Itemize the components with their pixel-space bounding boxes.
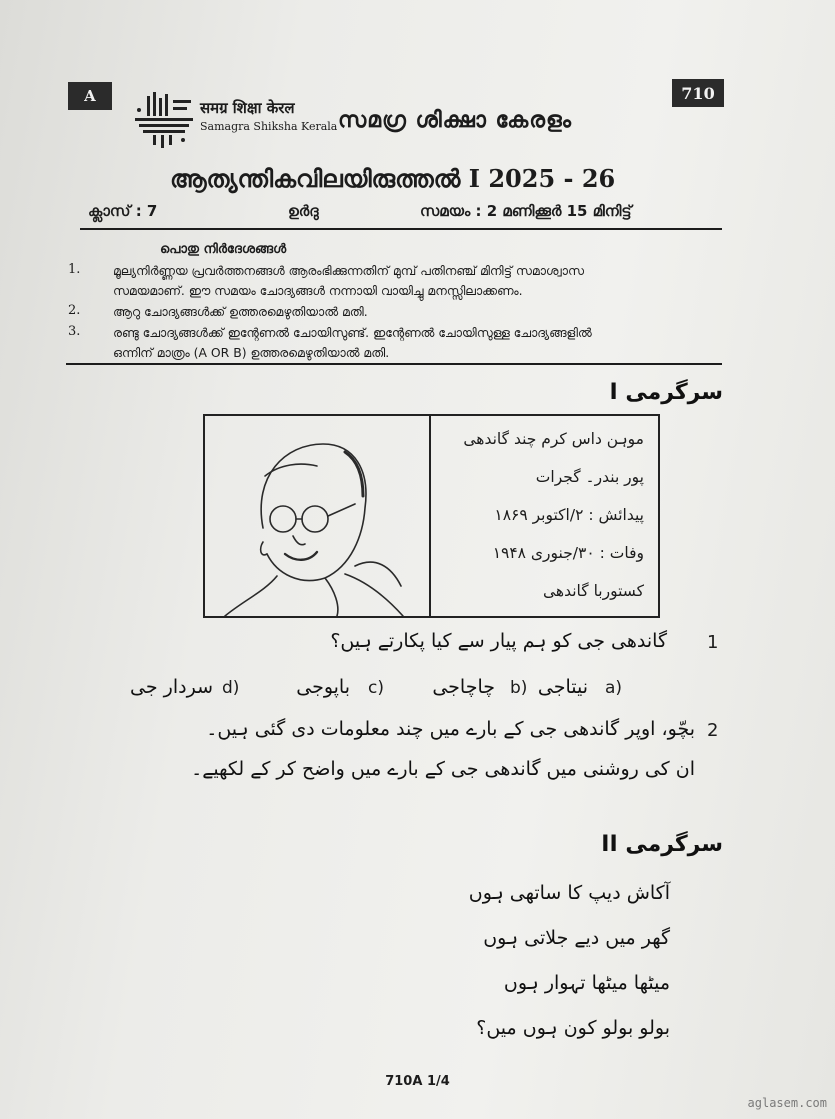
question-2-line-2: ان کی روشنی میں گاندھی جی کے بارے میں واضح کر کے لکھیے۔ <box>191 758 695 780</box>
instruction-line: ഒന്നിന് മാത്രം (A OR B) ഉത്തരമെഴുതിയാൽ മതി. <box>113 345 390 360</box>
question-1-number: 1 <box>707 632 719 653</box>
poem-line: گھر میں دیے جلاتی ہوں <box>483 927 670 949</box>
instruction-item <box>113 302 728 322</box>
samagra-logo-icon <box>133 90 195 148</box>
question-1-text: گاندھی جی کو ہم پیار سے کیا پکارتے ہیں؟ <box>330 630 667 652</box>
logo-hindi-text: समग्र शिक्षा केरल <box>200 99 295 117</box>
gandhi-info-text <box>431 416 658 616</box>
option-b-letter: b) <box>510 678 528 698</box>
instruction-line: സമയമാണ്. ഈ സമയം ചോദ്യങ്ങൾ നന്നായി വായിച്ചു മനസ്സിലാക്കണം. <box>113 283 523 298</box>
option-a-text: نیتاجی <box>537 676 588 698</box>
exam-title <box>170 164 615 193</box>
series-tag: A <box>68 82 112 110</box>
subject-label: ഉർദു <box>288 202 319 220</box>
bio-place: پور بندر۔ گجرات <box>535 468 644 486</box>
instructions-divider <box>66 363 722 365</box>
header-divider <box>80 228 722 230</box>
activity-1-heading: سرگرمی I <box>609 380 723 405</box>
option-a-letter: a) <box>605 678 623 698</box>
gandhi-portrait <box>205 416 431 616</box>
gandhi-info-card <box>203 414 660 618</box>
class-label: ക്ലാസ് : 7 <box>88 202 158 220</box>
instruction-item <box>113 261 728 301</box>
paper-code-tag: 710 <box>672 79 724 107</box>
instruction-number: 3. <box>68 324 81 339</box>
logo-english-text: Samagra Shiksha Kerala <box>200 120 338 133</box>
instruction-number: 1. <box>68 262 81 277</box>
instruction-item <box>113 323 728 363</box>
exam-title-text: ആത്യന്തികവിലയിരുത്തൽ <box>170 165 461 193</box>
activity-2-heading: سرگرمی II <box>601 832 723 857</box>
watermark: aglasem.com <box>747 1096 827 1110</box>
page-footer: 710A 1/4 <box>385 1074 450 1089</box>
organization-title: സമഗ്ര ശിക്ഷാ കേരളം <box>338 108 572 133</box>
bio-born: پیدائش : ۲/اکتوبر ۱۸۶۹ <box>494 506 644 524</box>
poem-line: آکاش دیپ کا ساتھی ہوں <box>468 882 670 904</box>
option-c-text: باپوجی <box>296 676 350 698</box>
option-d-letter: d) <box>222 678 240 698</box>
instruction-line: ആറു ചോദ്യങ്ങൾക്ക് ഉത്തരമെഴുതിയാൽ മതി. <box>113 304 368 319</box>
bio-died: وفات : ۳۰/جنوری ۱۹۴۸ <box>492 544 644 562</box>
instruction-line: മൂല്യനിർണ്ണയ പ്രവർത്തനങ്ങൾ ആരംഭിക്കുന്നതിന് മുമ്പ് പതിനഞ്ച് മിനിട്ട് സമാശ്വാസ <box>113 263 584 278</box>
option-b-text: چاچاجی <box>432 676 495 698</box>
option-c-letter: c) <box>368 678 384 698</box>
option-d-text: سردار جی <box>130 676 213 698</box>
question-2-line-1: بچّو، اوپر گاندھی جی کے بارے میں چند معلومات دی گئی ہیں۔ <box>206 718 695 740</box>
question-2-number: 2 <box>707 720 719 741</box>
exam-term: I <box>468 164 480 193</box>
instructions-heading: പൊതു നിർദേശങ്ങൾ <box>160 242 287 257</box>
exam-year: 2025 - 26 <box>488 164 616 193</box>
poem-line: بولو بولو کون ہوں میں؟ <box>476 1017 670 1039</box>
time-label: സമയം : 2 മണിക്കൂർ 15 മിനിട്ട് <box>420 202 632 220</box>
instruction-line: രണ്ടു ചോദ്യങ്ങൾക്ക് ഇന്റേണൽ ചോയിസുണ്ട്. ഇന്റേണൽ ചോയിസുള്ള ചോദ്യങ്ങളിൽ <box>113 325 592 340</box>
gandhi-sketch-icon <box>205 416 429 616</box>
instruction-number: 2. <box>68 303 81 318</box>
poem-line: میٹھا میٹھا تہوار ہوں <box>503 972 670 994</box>
bio-name: موہن داس کرم چند گاندھی <box>463 430 644 448</box>
bio-spouse: کستوربا گاندھی <box>543 582 644 600</box>
